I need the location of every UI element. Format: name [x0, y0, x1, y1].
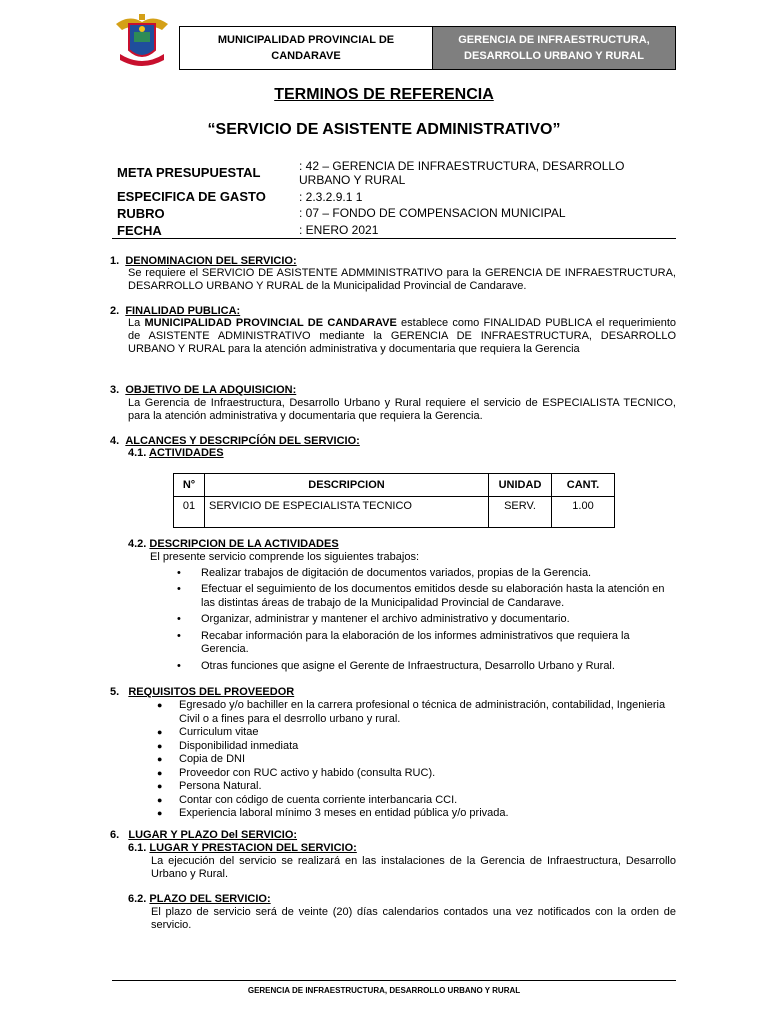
table-row — [174, 497, 615, 528]
activities-table — [173, 473, 615, 528]
section-3-heading: 3. OBJETIVO DE LA ADQUISICION: — [110, 384, 297, 396]
section-2-text: La MUNICIPALIDAD PROVINCIAL DE CANDARAVE establece como FINALIDAD PUBLICA el requerimiento de ASISTENTE ADMINISTRATIVO mediante la GERENCIA DE INFRAESTRUCTURA, DESARROLLO URBANO Y RURAL para la atención administrativa y documentaria que requiera la Gerencia — [128, 317, 677, 355]
document-header — [179, 26, 676, 70]
document-subtitle: “SERVICIO DE ASISTENTE ADMINISTRATIVO” — [207, 121, 561, 138]
section-2-heading: 2. FINALIDAD PUBLICA: — [110, 305, 241, 317]
section-4-1-heading: 4.1. ACTIVIDADES — [128, 447, 224, 459]
header-institution: MUNICIPALIDAD PROVINCIAL DE CANDARAVE — [180, 27, 433, 69]
header-department: GERENCIA DE INFRAESTRUCTURA, DESARROLLO URBANO Y RURAL — [433, 27, 675, 69]
meta-label-date: FECHA — [117, 223, 162, 238]
list-item: ● Disponibilidad inmediata — [157, 739, 299, 752]
list-item: • Otras funciones que asigne el Gerente de Infraestructura, Desarrollo Urbano y Rural. — [177, 659, 615, 672]
list-item: ● Experiencia laboral mínimo 3 meses en entidad pública y/o privada. — [157, 807, 509, 819]
municipal-coat-of-arms-logo — [112, 10, 172, 70]
table-header-row — [174, 474, 615, 497]
bullet-icon: • — [177, 659, 181, 672]
section-1-text: Se requiere el SERVICIO DE ASISTENTE ADMMINISTRATIVO para la GERENCIA DE INFRAESTRUCTURA, DESARROLLO URBANO Y RURAL de la Municipalidad Provincial de Candarave. — [128, 267, 676, 292]
section-5-heading: 5. REQUISITOS DEL PROVEEDOR — [110, 686, 295, 698]
bullet-icon: • — [177, 629, 181, 642]
col-unit-header: UNIDAD — [489, 474, 552, 497]
cell-number: 01 — [174, 497, 205, 528]
bullet-icon: ● — [157, 700, 163, 710]
section-3-text: La Gerencia de Infraestructura, Desarrollo Urbano y Rural requiere el servicio de ESPECIALISTA TECNICO, para la atención administrativa y documentaria que requiera la Gerencia. — [128, 397, 676, 422]
meta-value-budget: : 42 – GERENCIA DE INFRAESTRUCTURA, DESARROLLO URBANO Y RURAL — [299, 159, 625, 187]
document-title: TERMINOS DE REFERENCIA — [274, 86, 494, 103]
list-item: ● Egresado y/o bachiller en la carrera profesional o técnica de administración, contabilidad, Ingenieria Civil o a fines para el desrrollo urbano y rural. — [157, 699, 666, 725]
requirements-list — [155, 699, 676, 821]
meta-label-rubro: RUBRO — [117, 206, 165, 221]
bullet-icon: ● — [157, 781, 163, 791]
activities-list — [150, 551, 676, 676]
bullet-icon: ● — [157, 808, 163, 818]
bullet-icon: • — [177, 613, 181, 625]
bullet-icon: ● — [157, 754, 163, 764]
list-item: ● Persona Natural. — [157, 780, 262, 792]
section-6-2-text: El plazo de servicio será de veinte (20) días calendarios contados una vez notificados con la orden de servicio. — [151, 906, 676, 931]
bullet-icon: ● — [157, 794, 163, 805]
list-item: • Recabar información para la elaboración de los informes administrativos que requiera la Gerencia. — [177, 629, 630, 655]
list-item: ● Curriculum vitae — [157, 726, 259, 738]
section-4-heading: 4. ALCANCES Y DESCRIPCÍÓN DEL SERVICIO: — [110, 435, 360, 447]
bullet-icon: • — [177, 583, 181, 595]
footer-divider — [112, 980, 676, 981]
meta-label-budget: META PRESUPUESTAL — [117, 165, 261, 180]
meta-value-expense: : 2.3.2.9.1 1 — [299, 190, 363, 204]
bullet-icon: ● — [157, 767, 163, 778]
cell-description: SERVICIO DE ESPECIALISTA TECNICO — [205, 497, 489, 528]
list-item: ● Proveedor con RUC activo y habido (consulta RUC). — [157, 766, 436, 779]
bullet-icon: ● — [157, 727, 163, 737]
col-quantity-header: CANT. — [552, 474, 615, 497]
list-item: • Realizar trabajos de digitación de documentos variados, propias de la Gerencia. — [177, 566, 592, 579]
section-6-2-heading: 6.2. PLAZO DEL SERVICIO: — [128, 893, 271, 905]
page-footer: GERENCIA DE INFRAESTRUCTURA, DESARROLLO URBANO Y RURAL — [247, 986, 521, 995]
section-6-heading: 6. LUGAR Y PLAZO Del SERVICIO: — [110, 829, 298, 841]
list-item: • Organizar, administrar y mantener el archivo administrativo y documentario. — [177, 613, 570, 625]
section-6-1-text: La ejecución del servicio se realizará en las instalaciones de la Gerencia de Infraestructura, Desarrollo Urbano y Rural. — [151, 855, 676, 880]
section-6-1-heading: 6.1. LUGAR Y PRESTACION DEL SERVICIO: — [128, 842, 357, 854]
list-item: ● Contar con código de cuenta corriente interbancaria CCI. — [157, 793, 458, 806]
section-1-heading: 1. DENOMINACION DEL SERVICIO: — [110, 255, 297, 267]
cell-quantity: 1.00 — [552, 497, 615, 528]
col-number-header: N° — [174, 474, 205, 497]
meta-value-rubro: : 07 – FONDO DE COMPENSACION MUNICIPAL — [299, 206, 566, 220]
meta-label-expense: ESPECIFICA DE GASTO — [117, 189, 266, 204]
bullet-icon: ● — [157, 740, 163, 751]
meta-divider — [112, 238, 676, 239]
list-item: ● Copia de DNI — [157, 753, 246, 765]
col-description-header: DESCRIPCION — [205, 474, 489, 497]
cell-unit: SERV. — [489, 497, 552, 528]
meta-value-date: : ENERO 2021 — [299, 223, 379, 237]
bullet-icon: • — [177, 566, 181, 579]
list-item: • Efectuar el seguimiento de los documentos emitidos desde su elaboración hasta la atención en las distintas áreas de trabajo de la Municipalidad Provincial de Candarave. — [177, 583, 665, 609]
activities-intro: El presente servicio comprende los siguientes trabajos: — [150, 551, 420, 563]
section-4-2-heading: 4.2. DESCRIPCION DE LA ACTIVIDADES — [128, 538, 339, 550]
